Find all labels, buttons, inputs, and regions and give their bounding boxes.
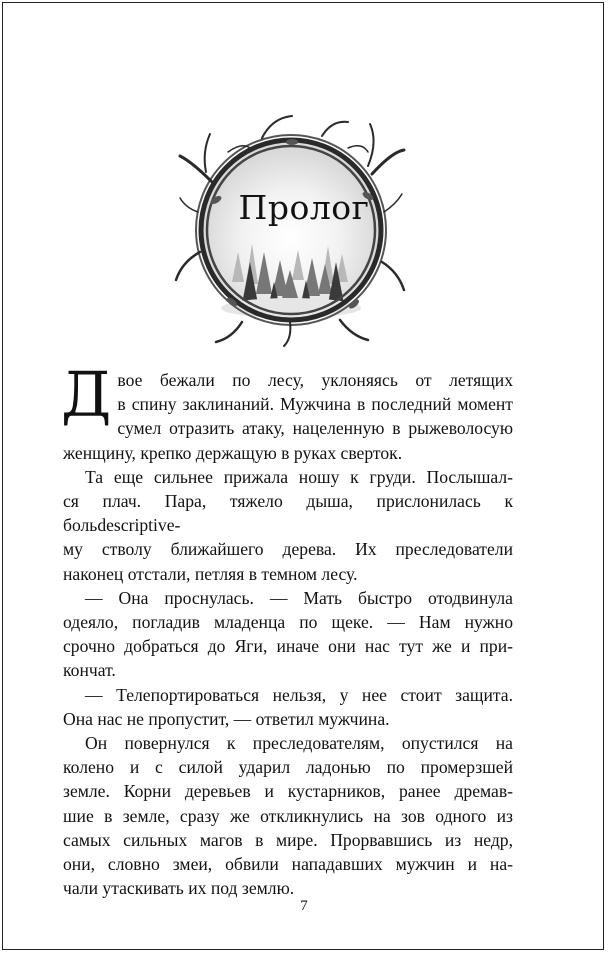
text-line: сумел отразить атаку, нацеленную в рыжеволосую bbox=[117, 418, 513, 439]
text-line: Та еще сильнее прижала ношу к груди. Послышал- bbox=[85, 466, 513, 487]
text-line: Он повернулся к преследователям, опустился на bbox=[85, 733, 513, 754]
paragraph bbox=[63, 586, 513, 683]
body-text bbox=[61, 358, 513, 900]
text-line: кончат. bbox=[63, 660, 116, 681]
text-line: — Она проснулась. — Мать быстро отодвинула bbox=[85, 587, 513, 608]
chapter-title: Пролог bbox=[238, 188, 370, 227]
text-line: колено и с силой ударил ладонью по промерзшей bbox=[63, 757, 513, 778]
text-line: — Телепортироваться нельзя, у нее стоит защита. bbox=[85, 684, 513, 705]
text-line: вое бежали по лесу, уклоняясь от летящих bbox=[117, 370, 513, 390]
text-line: му стволу ближайшего дерева. Их преследователи bbox=[63, 539, 513, 560]
text-line: срочно добраться до Яги, иначе они нас тут же и при- bbox=[63, 636, 513, 657]
paragraph bbox=[63, 731, 513, 900]
text-line: в спину заклинаний. Мужчина в последний момент bbox=[117, 394, 513, 415]
drop-cap: Д bbox=[61, 358, 112, 431]
text-line: наконец отстали, петляя в темном лесу. bbox=[63, 563, 358, 584]
paragraph bbox=[63, 683, 513, 731]
page-number: 7 bbox=[300, 898, 308, 914]
text-line: земле. Корни деревьев и кустарников, ранее дремав- bbox=[63, 781, 513, 802]
text-line: шие в земле, сразу же откликнулись на зов одного из bbox=[63, 805, 513, 826]
text-line: ся плач. Пара, тяжело дыша, прислонилась к больdescriptive- bbox=[63, 491, 513, 536]
text-line: Она нас не пропустит, — ответил мужчина. bbox=[63, 708, 390, 729]
paragraph bbox=[63, 465, 513, 586]
text-line: чали утаскивать их под землю. bbox=[63, 878, 295, 899]
text-line: женщину, крепко держащую в руках сверток. bbox=[63, 442, 403, 463]
text-line: они, словно змеи, обвили нападавших мужчин и на- bbox=[63, 854, 513, 875]
text-line: одеяло, погладив младенца по щеке. — Нам нужно bbox=[63, 612, 513, 633]
paragraph bbox=[61, 358, 513, 465]
forest-wreath-illustration bbox=[172, 112, 410, 348]
text-line: самых сильных магов в мире. Прорвавшись из недр, bbox=[63, 829, 513, 850]
